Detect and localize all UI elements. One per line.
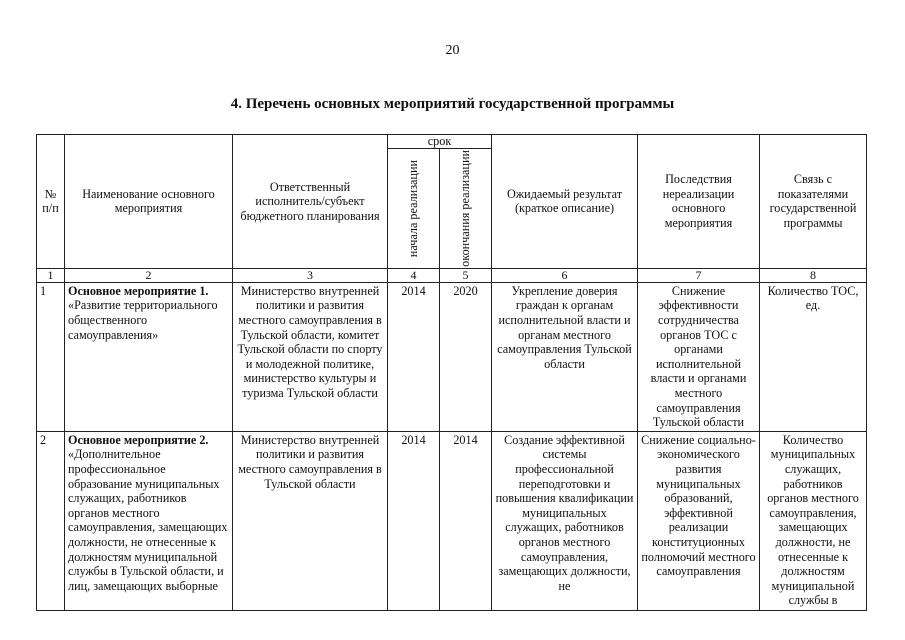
col-number: 4 bbox=[388, 268, 440, 282]
row-end: 2014 bbox=[440, 431, 492, 610]
row-name-bold: Основное мероприятие 1. bbox=[68, 283, 209, 298]
header-end-cell bbox=[440, 149, 492, 269]
header-link: Связь с показателями государственной программы bbox=[760, 135, 867, 269]
row-end: 2020 bbox=[440, 282, 492, 431]
col-number: 8 bbox=[760, 268, 867, 282]
row-name-text: «Развитие территориального общественного самоуправления» bbox=[68, 298, 218, 342]
row-executor: Министерство внутренней политики и развития местного самоуправления в Тульской области, комитет Тульской области по спорту и молодежной политике, министерство культуры и туризма Тульской области bbox=[233, 282, 388, 431]
header-num: № п/п bbox=[37, 135, 65, 269]
table-row bbox=[37, 282, 867, 431]
col-number: 1 bbox=[37, 268, 65, 282]
row-start: 2014 bbox=[388, 282, 440, 431]
header-result: Ожидаемый результат (краткое описание) bbox=[492, 135, 638, 269]
table-row bbox=[37, 431, 867, 610]
header-consequences: Последствия нереализации основного мероприятия bbox=[638, 135, 760, 269]
row-name-text: «Дополнительное профессиональное образование муниципальных служащих, работников органов местного самоуправления, замещающих должности, не отнесенные к должностям муниципальной службы в Тульской области, и лиц, замещающих выборные bbox=[68, 447, 228, 593]
row-executor: Министерство внутренней политики и развития местного самоуправления в Тульской области bbox=[233, 431, 388, 610]
row-consequences: Снижение социально-экономического развития муниципальных образований, эффективной реализации конституционных полномочий местного самоуправления bbox=[638, 431, 760, 610]
header-name: Наименование основного мероприятия bbox=[65, 135, 233, 269]
row-name-bold: Основное мероприятие 2. bbox=[68, 432, 209, 447]
row-name bbox=[65, 282, 233, 431]
document-title: 4. Перечень основных мероприятий государственной программы bbox=[230, 96, 675, 112]
row-result: Создание эффективной системы профессиональной переподготовки и повышения квалификации муниципальных служащих, работников органов местного самоуправления, замещающих должности, не bbox=[492, 431, 638, 610]
page-number: 20 bbox=[445, 43, 460, 58]
row-consequences: Снижение эффективности сотрудничества органов ТОС с органами исполнительной власти и органами местного самоуправления Тульской области bbox=[638, 282, 760, 431]
row-num: 1 bbox=[37, 282, 65, 431]
col-number: 2 bbox=[65, 268, 233, 282]
header-start: начала реализации bbox=[406, 159, 420, 257]
header-end: окончания реализации bbox=[458, 150, 472, 267]
col-number: 6 bbox=[492, 268, 638, 282]
col-number: 7 bbox=[638, 268, 760, 282]
row-link: Количество ТОС, ед. bbox=[760, 282, 867, 431]
row-start: 2014 bbox=[388, 431, 440, 610]
row-link: Количество муниципальных служащих, работников органов местного самоуправления, замещающих должности, не отнесенные к должностям муниципальной службы в bbox=[760, 431, 867, 610]
row-num: 2 bbox=[37, 431, 65, 610]
header-executor: Ответственный исполнитель/субъект бюджетного планирования bbox=[233, 135, 388, 269]
row-result: Укрепление доверия граждан к органам исполнительной власти и органам местного самоуправления Тульской области bbox=[492, 282, 638, 431]
col-number: 5 bbox=[440, 268, 492, 282]
column-number-row bbox=[37, 268, 867, 282]
col-number: 3 bbox=[233, 268, 388, 282]
header-term: срок bbox=[388, 135, 492, 149]
row-name bbox=[65, 431, 233, 610]
measures-table bbox=[36, 134, 867, 611]
header-start-cell bbox=[388, 149, 440, 269]
